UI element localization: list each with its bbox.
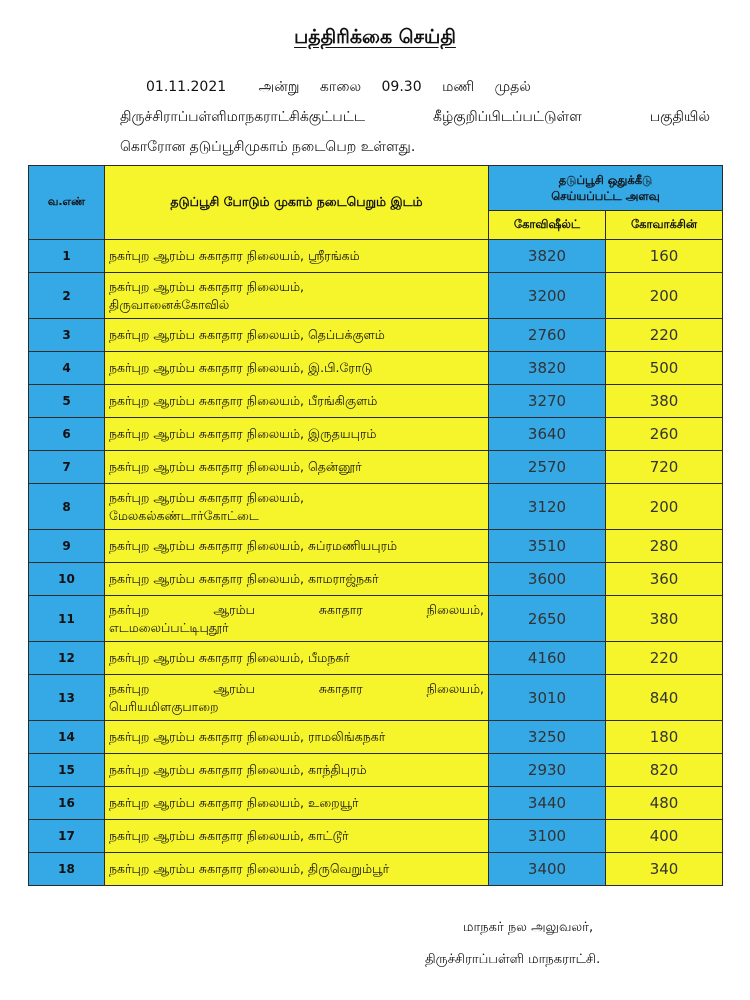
row-covishield-count: 3400	[489, 853, 606, 886]
row-covishield-count: 3510	[489, 530, 606, 563]
table-row	[29, 418, 723, 451]
row-camp-location-line-1: நகர்புற ஆரம்ப சுகாதார நிலையம், உறையூர்	[109, 795, 359, 810]
row-camp-location	[105, 596, 489, 642]
row-covishield-count: 3200	[489, 273, 606, 319]
row-camp-location	[105, 484, 489, 530]
row-camp-location-line-2: பெரியமிளகுபாறை	[109, 698, 219, 714]
row-covaxin-count: 400	[606, 820, 723, 853]
page-title	[0, 26, 750, 51]
title-text: பத்திரிக்கை செய்தி	[294, 26, 456, 48]
table-row	[29, 787, 723, 820]
table-row	[29, 319, 723, 352]
row-covaxin-count: 280	[606, 530, 723, 563]
header-covishield: கோவிஷீல்ட்	[489, 211, 606, 240]
table-row	[29, 451, 723, 484]
intro-word: காலை	[319, 79, 362, 95]
row-serial-number: 15	[29, 754, 105, 787]
row-camp-location-line-1: நகர்புற ஆரம்ப சுகாதார நிலையம், பீரங்கிகுளம்	[109, 393, 378, 408]
vaccine-camp-table	[28, 165, 723, 886]
row-covishield-count: 3120	[489, 484, 606, 530]
row-camp-location	[105, 642, 489, 675]
row-camp-location	[105, 754, 489, 787]
signature-block	[425, 912, 725, 976]
row-covaxin-count: 380	[606, 385, 723, 418]
row-camp-location	[105, 853, 489, 886]
intro-word: கீழ்குறிப்பிடப்பட்டுள்ள	[433, 109, 582, 125]
row-covaxin-count: 340	[606, 853, 723, 886]
row-camp-location-word: நகர்புற	[109, 601, 150, 617]
row-serial-number: 5	[29, 385, 105, 418]
header-allocation-line-1: தடுப்பூசி ஒதுக்கீடு	[558, 173, 653, 187]
row-covishield-count: 3250	[489, 721, 606, 754]
row-covaxin-count: 260	[606, 418, 723, 451]
row-serial-number: 14	[29, 721, 105, 754]
row-covaxin-count: 480	[606, 787, 723, 820]
row-camp-location-line-1: நகர்புற ஆரம்ப சுகாதார நிலையம், தென்னூர்	[109, 459, 362, 474]
row-camp-location-line-1: நகர்புற ஆரம்ப சுகாதார நிலையம், திருவெறும்பூர்	[109, 861, 390, 876]
row-camp-location	[105, 530, 489, 563]
row-covishield-count: 3640	[489, 418, 606, 451]
row-camp-location-line-1: நகர்புற ஆரம்ப சுகாதார நிலையம், தெப்பக்குளம்	[109, 327, 385, 342]
row-covishield-count: 4160	[489, 642, 606, 675]
table-body	[29, 240, 723, 886]
row-covishield-count: 2650	[489, 596, 606, 642]
row-camp-location-word: நகர்புற	[109, 680, 150, 696]
row-serial-number: 11	[29, 596, 105, 642]
row-camp-location-line-1: நகர்புற ஆரம்ப சுகாதார நிலையம், சுப்ரமணியபுரம்	[109, 538, 398, 553]
signature-designation: மாநகர் நல அலுவலர்,	[463, 920, 594, 935]
row-serial-number: 17	[29, 820, 105, 853]
row-covishield-count: 2760	[489, 319, 606, 352]
row-camp-location	[105, 385, 489, 418]
row-covaxin-count: 500	[606, 352, 723, 385]
row-camp-location-word: சுகாதார	[318, 601, 363, 617]
table-row	[29, 675, 723, 721]
row-camp-location-word: ஆரம்ப	[213, 680, 255, 696]
row-camp-location-line-1: நகர்புற ஆரம்ப சுகாதார நிலையம்,	[109, 278, 305, 294]
intro-paragraph	[120, 72, 710, 162]
intro-word: மணி	[442, 79, 475, 95]
row-camp-location	[105, 675, 489, 721]
row-camp-location-line-1: நகர்புற ஆரம்ப சுகாதார நிலையம், ராமலிங்கநகர்	[109, 729, 386, 744]
row-camp-location-line-1: நகர்புற ஆரம்ப சுகாதார நிலையம், ஸ்ரீரங்கம்	[109, 248, 360, 263]
row-serial-number: 1	[29, 240, 105, 273]
row-camp-location	[105, 563, 489, 596]
row-camp-location	[105, 451, 489, 484]
intro-word: திருச்சிராப்பள்ளிமாநகராட்சிக்குட்பட்ட	[120, 109, 365, 125]
row-camp-location	[105, 721, 489, 754]
table-row	[29, 754, 723, 787]
row-camp-location-word: நிலையம்,	[426, 680, 484, 696]
row-covishield-count: 3820	[489, 240, 606, 273]
table-row	[29, 853, 723, 886]
row-serial-number: 18	[29, 853, 105, 886]
row-serial-number: 4	[29, 352, 105, 385]
row-covaxin-count: 160	[606, 240, 723, 273]
table-row	[29, 820, 723, 853]
row-covishield-count: 2570	[489, 451, 606, 484]
table-row	[29, 721, 723, 754]
row-covaxin-count: 200	[606, 484, 723, 530]
intro-word: அன்று	[258, 79, 300, 95]
row-covaxin-count: 840	[606, 675, 723, 721]
header-allocation-line-2: செய்யப்பட்ட அளவு	[551, 189, 660, 203]
row-covaxin-count: 180	[606, 721, 723, 754]
row-camp-location-line-2: மேலகல்கண்டார்கோட்டை	[109, 507, 259, 523]
row-covaxin-count: 360	[606, 563, 723, 596]
row-covishield-count: 2930	[489, 754, 606, 787]
row-camp-location-word: நிலையம்,	[426, 601, 484, 617]
row-camp-location-word: சுகாதார	[318, 680, 363, 696]
row-covishield-count: 3440	[489, 787, 606, 820]
row-serial-number: 16	[29, 787, 105, 820]
row-camp-location-line-1: நகர்புற ஆரம்ப சுகாதார நிலையம்,	[109, 489, 305, 505]
intro-line-3: கொரோன தடுப்பூசிமுகாம் நடைபெற உள்ளது.	[120, 139, 416, 155]
header-allocation	[489, 166, 723, 211]
row-camp-location-line-2: திருவானைக்கோவில்	[109, 296, 230, 312]
table-row	[29, 596, 723, 642]
row-serial-number: 13	[29, 675, 105, 721]
row-camp-location-line-1: நகர்புற ஆரம்ப சுகாதார நிலையம், காட்டூர்	[109, 828, 349, 843]
row-camp-location	[105, 273, 489, 319]
row-serial-number: 10	[29, 563, 105, 596]
row-covaxin-count: 220	[606, 642, 723, 675]
table-row	[29, 484, 723, 530]
row-camp-location	[105, 787, 489, 820]
row-camp-location	[105, 820, 489, 853]
row-covaxin-count: 820	[606, 754, 723, 787]
row-serial-number: 12	[29, 642, 105, 675]
row-camp-location-line-1: நகர்புற ஆரம்ப சுகாதார நிலையம், இருதயபுரம்	[109, 426, 377, 441]
table-row	[29, 273, 723, 319]
row-covishield-count: 3010	[489, 675, 606, 721]
header-covaxin: கோவாக்சின்	[606, 211, 723, 240]
row-covaxin-count: 720	[606, 451, 723, 484]
table-row	[29, 385, 723, 418]
signature-office: திருச்சிராப்பள்ளி மாநகராட்சி.	[425, 952, 601, 967]
intro-date: 01.11.2021	[146, 79, 227, 95]
row-serial-number: 8	[29, 484, 105, 530]
row-serial-number: 3	[29, 319, 105, 352]
row-covaxin-count: 200	[606, 273, 723, 319]
table-row	[29, 642, 723, 675]
row-camp-location-line-1: நகர்புற ஆரம்ப சுகாதார நிலையம், பீமநகர்	[109, 650, 350, 665]
row-camp-location-line-1	[109, 601, 484, 619]
row-camp-location-line-1: நகர்புற ஆரம்ப சுகாதார நிலையம், இ.பி.ரோடு	[109, 360, 373, 375]
intro-line-1	[120, 72, 710, 102]
row-covishield-count: 3100	[489, 820, 606, 853]
row-covishield-count: 3820	[489, 352, 606, 385]
header-camp-location: தடுப்பூசி போடும் முகாம் நடைபெறும் இடம்	[105, 166, 489, 240]
row-serial-number: 2	[29, 273, 105, 319]
intro-line-2	[120, 102, 710, 132]
row-camp-location-word: ஆரம்ப	[213, 601, 255, 617]
row-camp-location	[105, 240, 489, 273]
row-covishield-count: 3600	[489, 563, 606, 596]
intro-word: 09.30	[381, 79, 422, 95]
intro-word: முதல்	[494, 79, 531, 95]
row-covaxin-count: 380	[606, 596, 723, 642]
row-camp-location-line-1: நகர்புற ஆரம்ப சுகாதார நிலையம், காமராஜ்நகர்	[109, 571, 379, 586]
row-serial-number: 9	[29, 530, 105, 563]
row-camp-location	[105, 418, 489, 451]
row-camp-location	[105, 352, 489, 385]
table-row	[29, 240, 723, 273]
table-row	[29, 563, 723, 596]
row-covishield-count: 3270	[489, 385, 606, 418]
row-camp-location-line-2: எடமலைப்பட்டிபுதூர்	[109, 619, 229, 635]
intro-word: பகுதியில்	[649, 109, 710, 125]
row-camp-location-line-1	[109, 680, 484, 698]
row-camp-location	[105, 319, 489, 352]
row-serial-number: 6	[29, 418, 105, 451]
row-covaxin-count: 220	[606, 319, 723, 352]
row-serial-number: 7	[29, 451, 105, 484]
header-serial-number: வ.எண்	[29, 166, 105, 240]
row-camp-location-line-1: நகர்புற ஆரம்ப சுகாதார நிலையம், காந்திபுரம்	[109, 762, 367, 777]
table-row	[29, 352, 723, 385]
table-row	[29, 530, 723, 563]
